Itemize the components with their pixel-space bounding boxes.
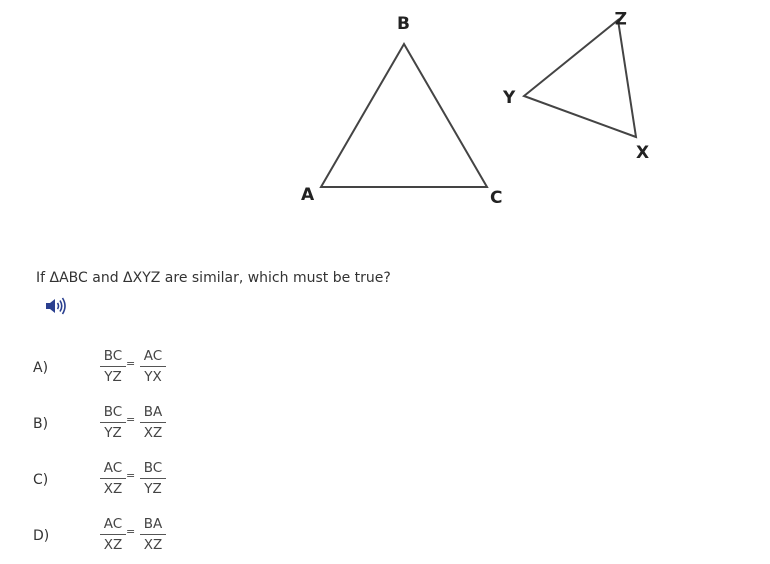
numerator: AC xyxy=(143,348,163,364)
denominator: YZ xyxy=(144,481,162,497)
denominator: YZ xyxy=(104,369,122,385)
fraction-bar xyxy=(140,366,166,367)
answer-choice-c[interactable] xyxy=(0,459,300,503)
equals-sign: = xyxy=(126,469,136,482)
vertex-label-z: Z xyxy=(614,7,627,27)
question-text: If ΔABC and ΔXYZ are similar, which must be true? xyxy=(36,270,391,286)
right-fraction xyxy=(140,347,166,386)
fraction-bar xyxy=(140,534,166,535)
numerator: BC xyxy=(103,404,123,420)
equals-sign: = xyxy=(126,357,136,370)
numerator: BA xyxy=(143,404,163,420)
left-fraction xyxy=(100,403,126,442)
left-fraction xyxy=(100,459,126,498)
denominator: XZ xyxy=(103,481,123,497)
fraction-bar xyxy=(100,534,126,535)
right-fraction xyxy=(140,459,166,498)
triangle-xyz xyxy=(524,20,636,137)
choice-letter: D) xyxy=(33,528,50,544)
equals-sign: = xyxy=(126,413,136,426)
vertex-label-a: A xyxy=(301,185,315,205)
vertex-label-y: Y xyxy=(503,88,516,108)
fraction-bar xyxy=(100,422,126,423)
similar-triangles-figure xyxy=(0,0,770,230)
numerator: BA xyxy=(143,516,163,532)
vertex-label-c: C xyxy=(490,188,503,208)
left-fraction xyxy=(100,347,126,386)
triangle-abc xyxy=(321,44,487,187)
fraction-bar xyxy=(140,478,166,479)
right-fraction xyxy=(140,403,166,442)
numerator: BC xyxy=(103,348,123,364)
answer-choice-a[interactable] xyxy=(0,347,300,391)
denominator: YZ xyxy=(104,425,122,441)
vertex-label-x: X xyxy=(636,143,650,163)
fraction-bar xyxy=(100,366,126,367)
left-fraction xyxy=(100,515,126,554)
right-fraction xyxy=(140,515,166,554)
choice-letter: A) xyxy=(33,360,49,376)
speaker-icon xyxy=(44,296,68,316)
choice-letter: B) xyxy=(33,416,49,432)
read-aloud-button[interactable] xyxy=(44,296,68,316)
answer-choice-b[interactable] xyxy=(0,403,300,447)
numerator: AC xyxy=(103,516,123,532)
fraction-bar xyxy=(100,478,126,479)
denominator: XZ xyxy=(103,537,123,553)
fraction-bar xyxy=(140,422,166,423)
denominator: YX xyxy=(144,369,162,385)
choice-letter: C) xyxy=(33,472,49,488)
vertex-label-b: B xyxy=(397,14,410,34)
denominator: XZ xyxy=(143,537,163,553)
numerator: BC xyxy=(143,460,163,476)
answer-choice-d[interactable] xyxy=(0,515,300,559)
equals-sign: = xyxy=(126,525,136,538)
denominator: XZ xyxy=(143,425,163,441)
numerator: AC xyxy=(103,460,123,476)
